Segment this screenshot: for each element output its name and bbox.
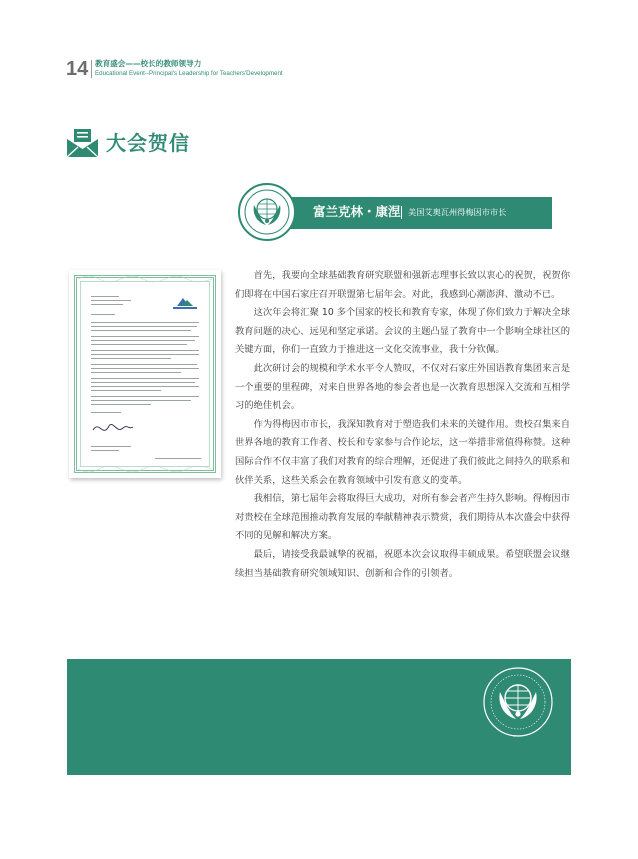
speaker-separator	[401, 206, 402, 219]
congratulatory-letter-image	[69, 270, 221, 478]
letter-scan-icon	[69, 270, 221, 478]
envelope-letter-icon	[66, 128, 99, 158]
letter-paragraph: 首先，我要向全球基础教育研究联盟和强新志理事长致以衷心的祝贺，祝贺你们即将在中国石家庄召开联盟第七届年会。对此，我感到心潮澎湃、激动不已。	[235, 270, 570, 300]
letter-paragraph: 此次研讨会的规模和学术水平令人赞叹，不仅对石家庄外国语教育集团来言是一个重要的里程碑，对来自世界各地的参会者也是一次教育思想深入交流和互相学习的绝佳机会。	[235, 362, 570, 412]
page-number: 14	[66, 58, 89, 80]
letter-paragraph: 作为得梅因市市长，我深知教育对于塑造我们未来的关键作用。贵校召集来自世界各地的教育工作者、校长和专家参与合作论坛，这一举措非常值得称赞。这种国际合作不仅丰富了我们对教育的综合理解，还促进了我们彼此之间持久的联系和伙伴关系，这些关系会在教育领域中引发有意义的变革。	[235, 418, 570, 486]
header-divider	[91, 60, 92, 78]
alliance-logo-watermark	[480, 664, 556, 740]
running-header-cn: 教育盛会——校长的教师领导力	[95, 59, 202, 68]
globe-leaf-icon	[240, 185, 294, 239]
letter-paragraph: 这次年会将汇聚 10 多个国家的校长和教育专家，体现了你们致力于解决全球教育问题的决心、远见和坚定承诺。会议的主题凸显了教育中一个影响全球社区的关键方面，你们一直致力于推进这一文化交流事业，我十分钦佩。	[235, 307, 570, 356]
letter-paragraph: 最后，请接受我最诚挚的祝福，祝愿本次会议取得丰硕成果。希望联盟会议继续担当基础教育研究领域知识、创新和合作的引领者。	[235, 548, 570, 579]
letter-paragraph: 我相信，第七届年会将取得巨大成功，对所有参会者产生持久影响。得梅因市对贵校在全球范围推动教育发展的奉献精神表示赞赏，我们期待从本次盛会中获得不同的见解和解决方案。	[235, 493, 570, 542]
speaker-title: 美国艾奥瓦州得梅因市市长	[408, 207, 507, 217]
letter-body	[235, 267, 570, 583]
running-header-en: Educational Event--Principal's Leadership for Teachers'Development	[95, 70, 283, 77]
speaker-name: 富兰克林・康涅	[313, 204, 401, 219]
alliance-logo	[238, 183, 296, 241]
section-title: 大会贺信	[106, 131, 190, 155]
